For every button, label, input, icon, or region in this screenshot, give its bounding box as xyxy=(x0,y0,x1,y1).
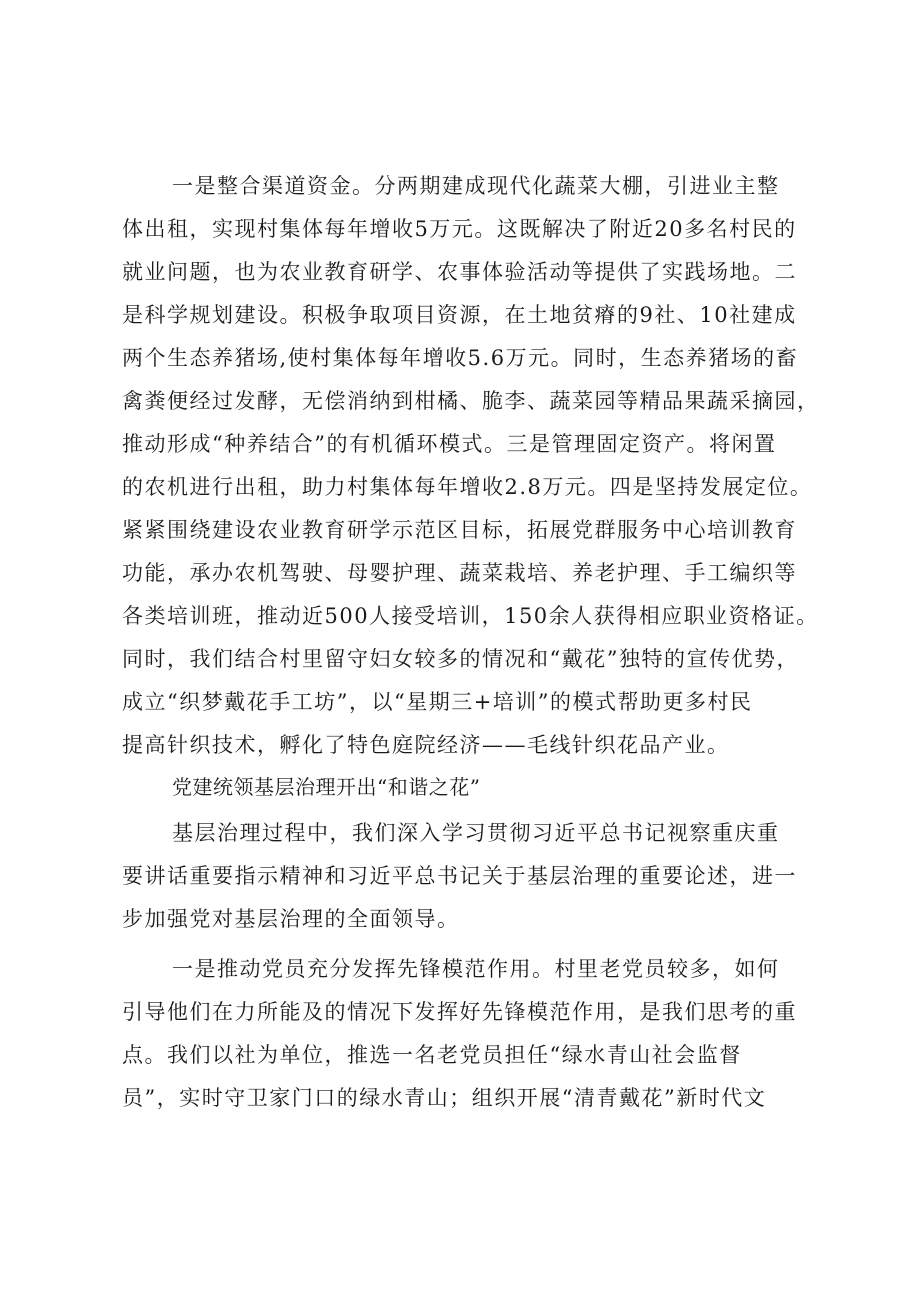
text-line: 一是整合渠道资金。分两期建成现代化蔬菜大棚，引进业主整 xyxy=(172,174,780,198)
text-line: 引导他们在力所能及的情况下发挥好先锋模范作用，是我们思考的重 xyxy=(122,1000,797,1024)
text-line: 步加强党对基层治理的全面领导。 xyxy=(122,907,460,931)
text-line: 员”，实时守卫家门口的绿水青山；组织开展“清青戴花”新时代文 xyxy=(122,1086,767,1110)
text-line: 是科学规划建设。积极争取项目资源，在土地贫瘠的9社、10社建成 xyxy=(122,303,797,327)
text-line: 各类培训班，推动近500人接受培训，150余人获得相应职业资格证。 xyxy=(122,604,819,628)
text-line: 两个生态养猪场,使村集体每年增收5.6万元。同时，生态养猪场的畜 xyxy=(122,346,799,370)
text-line: 一是推动党员充分发挥先锋模范作用。村里老党员较多，如何 xyxy=(172,957,780,981)
text-line: 的农机进行出租，助力村集体每年增收2.8万元。四是坚持发展定位。 xyxy=(122,475,813,499)
text-line: 基层治理过程中，我们深入学习贯彻习近平总书记视察重庆重 xyxy=(172,821,780,845)
text-line: 功能，承办农机驾驶、母婴护理、蔬菜栽培、养老护理、手工编织等 xyxy=(122,561,797,585)
text-line: 要讲话重要指示精神和习近平总书记关于基层治理的重要论述，进一 xyxy=(122,864,797,888)
text-line: 同时，我们结合村里留守妇女较多的情况和“戴花”独特的宣传优势， xyxy=(122,647,799,671)
section-heading: 党建统领基层治理开出“和谐之花” xyxy=(172,775,481,799)
text-line: 禽粪便经过发酵，无偿消纳到柑橘、脆李、蔬菜园等精品果蔬采摘园， xyxy=(122,389,820,413)
text-line: 就业问题，也为农业教育研学、农事体验活动等提供了实践场地。二 xyxy=(122,260,797,284)
text-line: 提高针织技术，孵化了特色庭院经济——毛线针织花品产业。 xyxy=(122,733,730,757)
text-line: 推动形成“种养结合”的有机循环模式。三是管理固定资产。将闲置 xyxy=(122,432,777,456)
text-line: 紧紧围绕建设农业教育研学示范区目标，拓展党群服务中心培训教育 xyxy=(122,518,797,542)
text-line: 点。我们以社为单位，推选一名老党员担任“绿水青山社会监督 xyxy=(122,1043,742,1067)
text-line: 成立“织梦戴花手工坊”，以“星期三+培训”的模式帮助更多村民 xyxy=(122,690,753,714)
text-line: 体出租，实现村集体每年增收5万元。这既解决了附近20多名村民的 xyxy=(122,217,797,241)
